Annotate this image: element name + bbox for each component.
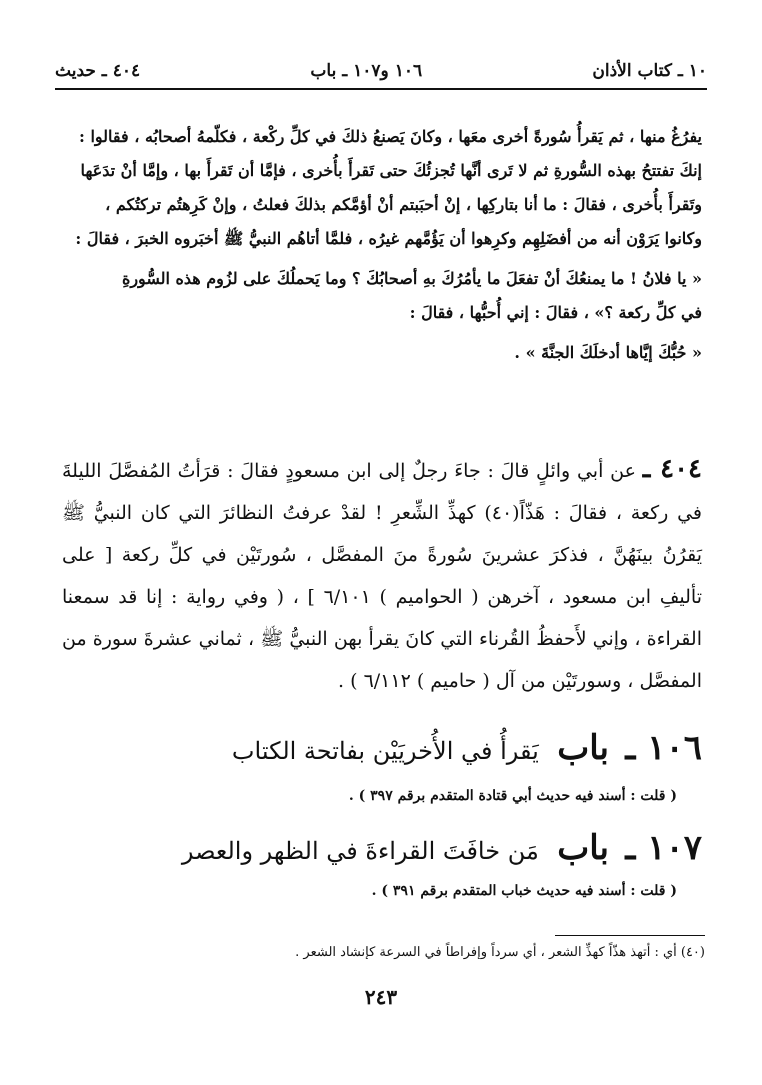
chapter-number: ١٠٧ ـ — [625, 828, 702, 868]
footnote-divider — [555, 935, 705, 936]
chapter-heading-107 — [62, 828, 702, 868]
chapter-word: باب — [557, 728, 610, 768]
chapter-word: باب — [557, 828, 610, 868]
chapter-title: مَن خافَتَ القراءةَ في الظهر والعصر — [181, 837, 539, 865]
chapter-note-107: ( قلت : أسند فيه حديث خباب المتقدم برقم ٣٩١ ) . — [371, 883, 677, 899]
chapter-heading-106 — [62, 728, 702, 768]
text-line: في كلِّ ركعة ؟» ، فقالَ : إني أُحبُّها ، فقالَ : — [409, 303, 702, 322]
chapter-title: يَقرأُ في الأُخريَيْن بفاتحة الكتاب — [231, 737, 539, 765]
chapter-note-106: ( قلت : أسند فيه حديث أبي قتادة المتقدم برقم ٣٩٧ ) . — [348, 788, 677, 804]
header-book-title: ١٠ ـ كتاب الأذان — [592, 61, 707, 81]
page-number: ٢٤٣ — [364, 985, 398, 1009]
text-line: يفرُغُ منها ، ثم يَقرأُ سُورةً أخرى معَها ، وكانَ يَصنعُ ذلكَ في كلِّ ركْعة ، فكلّمهُ أصحابُه ، فقالوا : — [78, 127, 702, 146]
prophet-quote-line: « حُبُّكَ إيَّاها أدخلَكَ الجنَّةَ » . — [514, 343, 702, 362]
text-line: وتَقرأَ بأُخرى ، فقالَ : ما أنا بتاركِها ، إنْ أحبَبتم أنْ أؤمَّكم بذلكَ فعلتُ ، وإنْ كَرِهتُم تركتُكم ، — [105, 195, 702, 214]
text-line: إنكَ تفتتحُ بهذه السُّورةِ ثم لا تَرى أنَّها تُجزئُكَ حتى تَقرأَ بأُخرى ، فإمَّا أن تَقرأَ بها ، وإمَّا أنْ تدَعَها — [80, 161, 702, 180]
hadith-404 — [62, 448, 702, 702]
header-chapter: ١٠٦ و١٠٧ ـ باب — [310, 61, 423, 81]
text-line: وكانوا يَرَوْن أنه من أفضَلِهِم وكرِهوا أن يَؤُمَّهم غيرُه ، فلمَّا أتاهُم النبيُّ ﷺ أخبَروه الخبرَ ، فقالَ : — [75, 229, 702, 248]
hadith-number: ٤٠٤ ـ — [642, 454, 703, 484]
chapter-number: ١٠٦ ـ — [625, 728, 702, 768]
running-header — [55, 54, 707, 90]
footnote: (٤٠) أي : أتهذ هذّاً كهذِّ الشعر ، أي سرداً وإفراطاً في السرعة كإنشاد الشعر . — [295, 945, 705, 960]
prior-hadith-text — [62, 120, 702, 370]
header-hadith-number: ٤٠٤ ـ حديث — [55, 61, 141, 81]
hadith-text: عن أبي وائلٍ قالَ : جاءَ رجلٌ إلى ابن مسعودٍ فقالَ : قرَأتُ المُفصَّلَ الليلةَ في ركعة ، فقالَ : هَذّاً(٤٠) كهذِّ الشِّعرِ ! لقدْ عرفتُ النظائرَ التي كان النبيُّ ﷺ يَقرُنُ بينَهُنَّ ، فذكرَ عشرينَ سُورةً منَ المفصَّل ، سُورتَيْن في كلِّ ركعة [ على تأليفِ ابن مسعود ، آخرهن ( الحواميم ) ٦/١٠١ ] ، ( وفي رواية : إنا قد سمعنا القراءة ، وإني لأَحفظُ القُرناء التي كانَ يقرأ بهن النبيُّ ﷺ ، ثماني عشرةَ سورة من المفصَّل ، وسورتَيْن من آل ( حاميم ) ٦/١١٢ ) . — [62, 460, 702, 692]
prophet-quote-line: « يا فلانُ ! ما يمنعُكَ أنْ تفعَلَ ما يأمُرُكَ بهِ أصحابُكَ ؟ وما يَحملُكَ على لزُوم هذه السُّورةِ — [121, 269, 702, 288]
hadith-paragraph — [62, 448, 702, 702]
